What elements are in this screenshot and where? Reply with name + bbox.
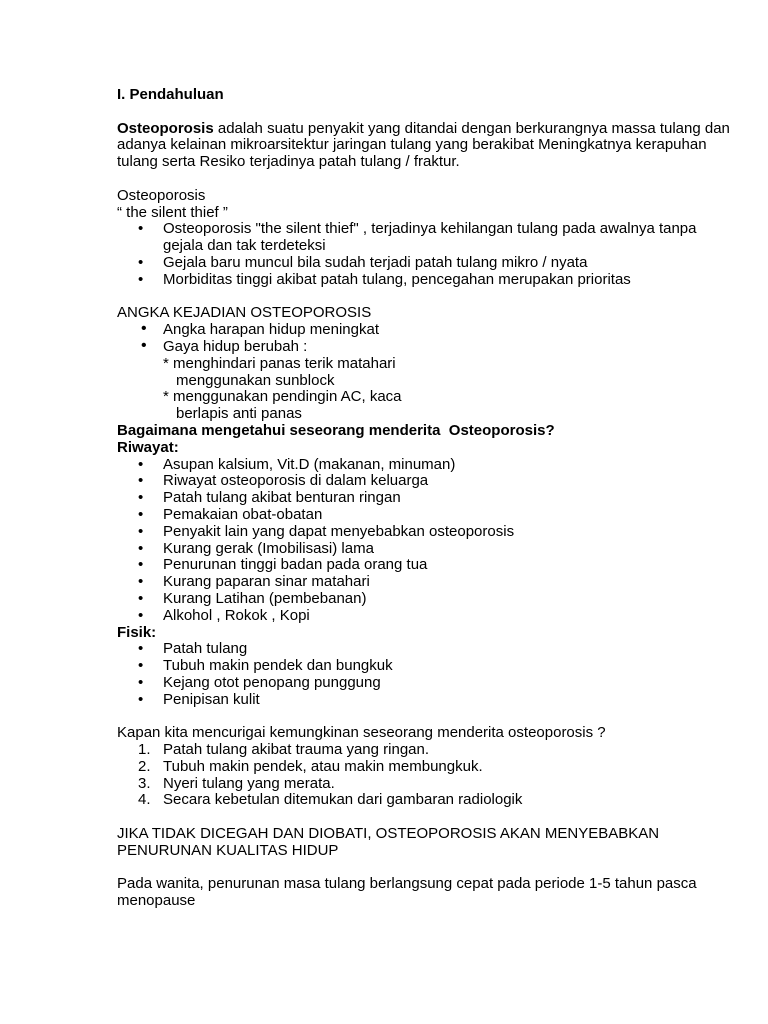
bullet-icon: • xyxy=(138,573,144,591)
list-item: • Patah tulang xyxy=(138,640,248,658)
bullet-icon: • xyxy=(138,505,144,523)
bullet-icon: • xyxy=(138,640,144,658)
list-item: • Riwayat osteoporosis di dalam keluarga xyxy=(138,472,429,490)
bullet-icon: • xyxy=(138,690,144,708)
angka-sub-line: * menghindari panas terik matahari xyxy=(163,354,396,372)
bullet-icon: • xyxy=(138,539,144,557)
warning-paragraph: JIKA TIDAK DICEGAH DAN DIOBATI, OSTEOPOROSIS AKAN MENYEBABKAN PENURUNAN KUALITAS HIDUP xyxy=(117,825,664,859)
item-number: 4. xyxy=(138,791,151,809)
item-number: 1. xyxy=(138,741,151,759)
intro-paragraph xyxy=(117,121,737,171)
list-item: • Gaya hidup berubah : xyxy=(141,336,308,355)
bullet-icon: • xyxy=(138,673,144,691)
bullet-icon: • xyxy=(138,556,144,574)
item-number: 2. xyxy=(138,757,151,775)
list-item: • Kurang Latihan (pembebanan) xyxy=(138,589,367,607)
list-item: 1. Patah tulang akibat trauma yang ringan. xyxy=(138,741,430,759)
silent-thief-heading-2: “ the silent thief ” xyxy=(117,203,228,221)
bullet-icon: • xyxy=(138,522,144,540)
list-item: • Osteoporosis "the silent thief" , terjadinya kehilangan tulang pada awalnya tanpa gejala dan tak terdeteksi xyxy=(138,220,697,255)
wanita-paragraph: Pada wanita, penurunan masa tulang berlangsung cepat pada periode 1-5 tahun pasca menopause xyxy=(117,875,701,910)
angka-list xyxy=(117,322,737,356)
bullet-icon: • xyxy=(141,320,147,338)
bullet-icon: • xyxy=(138,472,144,490)
bullet-icon: • xyxy=(141,336,147,354)
list-item: • Pemakaian obat-obatan xyxy=(138,505,323,523)
list-item: • Patah tulang akibat benturan ringan xyxy=(138,489,401,507)
angka-sub-line: menggunakan sunblock xyxy=(176,371,335,389)
list-item: • Morbiditas tinggi akibat patah tulang, pencegahan merupakan prioritas xyxy=(138,270,631,288)
bullet-icon: • xyxy=(138,455,144,473)
intro-term: Osteoporosis xyxy=(117,119,214,137)
bullet-icon: • xyxy=(138,270,144,288)
list-item: • Penyakit lain yang dapat menyebabkan osteoporosis xyxy=(138,522,515,540)
curiga-question: Kapan kita mencurigai kemungkinan seseorang menderita osteoporosis ? xyxy=(117,724,606,742)
bullet-icon: • xyxy=(138,657,144,675)
section-title: I. Pendahuluan xyxy=(117,86,224,103)
riwayat-list xyxy=(117,457,737,625)
list-item: • Kejang otot penopang punggung xyxy=(138,673,381,691)
document-page xyxy=(117,87,737,910)
silent-thief-list xyxy=(117,221,737,288)
riwayat-label: Riwayat: xyxy=(117,438,179,456)
bullet-icon: • xyxy=(138,253,144,271)
list-item: 4. Secara kebetulan ditemukan dari gambaran radiologik xyxy=(138,791,523,809)
angka-heading: ANGKA KEJADIAN OSTEOPOROSIS xyxy=(117,304,372,322)
bullet-icon: • xyxy=(138,489,144,507)
list-item: • Angka harapan hidup meningkat xyxy=(141,320,379,339)
silent-thief-heading-1: Osteoporosis xyxy=(117,186,206,204)
list-item: • Alkohol , Rokok , Kopi xyxy=(138,606,310,624)
list-item: • Tubuh makin pendek dan bungkuk xyxy=(138,657,393,675)
list-item: 2. Tubuh makin pendek, atau makin membungkuk. xyxy=(138,757,483,775)
angka-sub-line: * menggunakan pendingin AC, kaca xyxy=(163,388,402,406)
bullet-icon: • xyxy=(138,606,144,624)
intro-text: adalah suatu penyakit yang ditandai dengan berkurangnya massa tulang dan adanya kelainan mikroarsitektur jaringan tulang yang berakibat Meningkatnya kerapuhan tulang serta Resiko terjadinya patah tulang / fraktur. xyxy=(117,119,735,171)
list-item: 3. Nyeri tulang yang merata. xyxy=(138,774,335,792)
list-item: • Kurang paparan sinar matahari xyxy=(138,573,370,591)
list-item: • Penurunan tinggi badan pada orang tua xyxy=(138,556,428,574)
list-item: • Asupan kalsium, Vit.D (makanan, minuman) xyxy=(138,455,456,473)
bullet-icon: • xyxy=(138,220,144,238)
item-number: 3. xyxy=(138,774,151,792)
list-item: • Kurang gerak (Imobilisasi) lama xyxy=(138,539,374,557)
list-item: • Gejala baru muncul bila sudah terjadi patah tulang mikro / nyata xyxy=(138,253,588,271)
angka-sub-line: berlapis anti panas xyxy=(176,405,302,423)
bullet-icon: • xyxy=(138,589,144,607)
diagnosis-question: Bagaimana mengetahui seseorang menderita Osteoporosis? xyxy=(117,421,555,439)
fisik-label: Fisik: xyxy=(117,623,157,641)
list-item: • Penipisan kulit xyxy=(138,690,260,708)
fisik-list xyxy=(117,641,737,708)
curiga-list xyxy=(117,742,737,809)
